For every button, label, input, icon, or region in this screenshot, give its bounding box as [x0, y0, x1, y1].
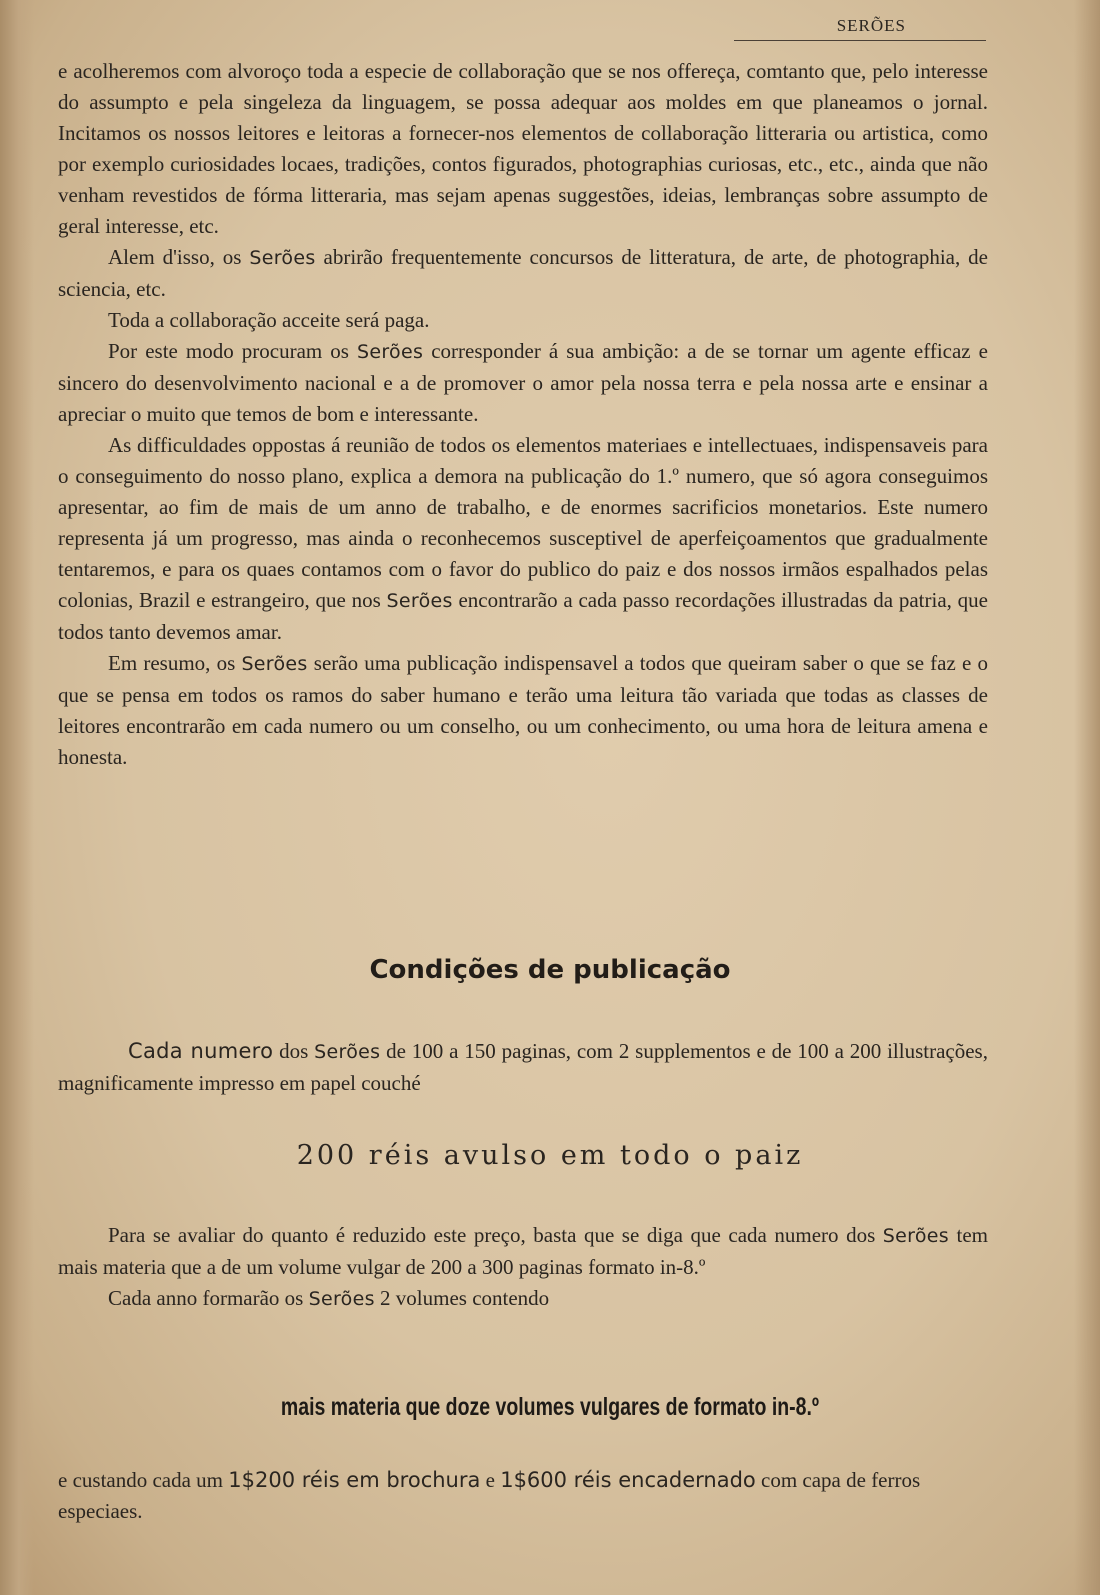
paragraph-text: Toda a collaboração acceite será paga. — [108, 308, 430, 332]
paragraph-conditions — [58, 1036, 988, 1099]
paragraph-collaboration — [58, 56, 988, 242]
paragraph-text: serão uma publicação indispensavel a todos que queiram saber o que se faz e o que se pensa em todos os ramos do saber humano e terão uma leitura tão variada que todas as classes de leitores encontrarão em cada numero ou um conselho, ou um conhecimento, ou uma hora de leitura amena e honesta. — [58, 651, 988, 769]
paragraph-text: com capa de ferros especiaes. — [58, 1468, 921, 1523]
section-title: Condições de publicação — [369, 955, 731, 985]
magazine-name: Serões — [386, 590, 453, 612]
emphasis-line: mais materia que doze volumes vulgares de formato in-8.º — [280, 1393, 820, 1421]
paragraph-text: corresponder á sua ambição: a de se tornar um agente efficaz e sincero do desenvolvimento nacional e a de promover o amor pela nossa terra e pela nossa arte e ensinar a apreciar o muito que temos de bom e interessante. — [58, 339, 988, 426]
paragraph-text: Por este modo procuram os — [108, 339, 357, 363]
price-bound: 1$600 réis encadernado — [500, 1468, 756, 1492]
paragraph-text: e custando cada um — [58, 1468, 229, 1492]
magazine-name: Serões — [241, 653, 308, 675]
closing-paragraph — [58, 1465, 988, 1527]
paragraph-volumes — [58, 1283, 988, 1315]
price-explanation — [58, 1220, 988, 1315]
conditions-lead: Cada numero — [128, 1039, 274, 1063]
paragraph-text: As difficuldades oppostas á reunião de todos os elementos materiaes e intellectuaes, indispensaveis para o conseguimento do nosso plano, explica a demora na publicação do 1.º numero, que só agora conseguimos apresentar, ao fim de mais de um anno de trabalho, e de enormes sacrificios monetarios. Este numero representa já um progresso, mas ainda o reconhecemos susceptivel de aperfeiçoamentos que gradualmente tentaremos, e para os quaes contamos com o favor do publico do paiz e dos nossos irmãos espalhados pelas colonias, Brazil e estrangeiro, que nos — [58, 433, 988, 612]
paragraph-price-value — [58, 1220, 988, 1283]
page-edge-left — [0, 0, 34, 1595]
paragraph-text: Em resumo, os — [108, 651, 242, 675]
magazine-name: Serões — [249, 247, 316, 269]
paragraph-text: e — [480, 1468, 501, 1492]
paragraph-ambition — [58, 336, 988, 430]
paragraph-text: tem mais materia que a de um volume vulgar de 200 a 300 paginas formato in-8.º — [58, 1223, 988, 1279]
paragraph-text: Alem d'isso, os — [108, 245, 250, 269]
paragraph-text: abrirão frequentemente concursos de litteratura, de arte, de photographia, de sciencia, etc. — [58, 245, 988, 301]
paragraph-binding-prices — [58, 1465, 988, 1527]
paragraph-text: e acolheremos com alvoroço toda a especie de collaboração que se nos offereça, comtanto que, pelo interesse do assumpto e pela singeleza da linguagem, se possa adequar aos moldes em que planeamos o jornal. Incitamos os nossos leitores e leitoras a fornecer-nos elementos de collaboração litteraria ou artistica, como por exemplo curiosidades locaes, tradições, contos figurados, photographias curiosas, etc., etc., ainda que não venham revestidos de fórma litteraria, mas sejam apenas suggestões, ideias, lembranças sobre assumpto de geral interesse, etc. — [58, 59, 988, 238]
magazine-name: Serões — [357, 341, 424, 363]
paragraph-text: dos — [273, 1039, 315, 1063]
paragraph-text: de 100 a 150 paginas, com 2 supplementos e de 100 a 200 illustrações, magnificamente impresso em papel couché — [58, 1039, 988, 1095]
price-line: 200 réis avulso em todo o paiz — [296, 1140, 804, 1171]
paragraph-text: 2 volumes contendo — [374, 1286, 550, 1310]
magazine-name: Serões — [308, 1288, 375, 1310]
conditions-paragraph — [58, 1036, 988, 1099]
paragraph-text: Para se avaliar do quanto é reduzido este preço, basta que se diga que cada numero dos — [108, 1223, 883, 1247]
magazine-name: Serões — [882, 1225, 949, 1247]
magazine-name: Serões — [314, 1041, 381, 1063]
running-head-rule — [734, 40, 986, 41]
page-edge-right — [1074, 0, 1100, 1595]
paragraph-text: Cada anno formarão os — [108, 1286, 309, 1310]
main-text — [58, 56, 988, 773]
paragraph-paid — [58, 305, 988, 336]
price-paperback: 1$200 réis em brochura — [228, 1468, 481, 1492]
paragraph-contests — [58, 242, 988, 305]
paragraph-difficulties — [58, 430, 988, 648]
paragraph-summary — [58, 648, 988, 773]
paragraph-text: encontrarão a cada passo recordações illustradas da patria, que todos tanto devemos amar. — [58, 588, 989, 644]
running-head: SERÕES — [836, 16, 906, 35]
